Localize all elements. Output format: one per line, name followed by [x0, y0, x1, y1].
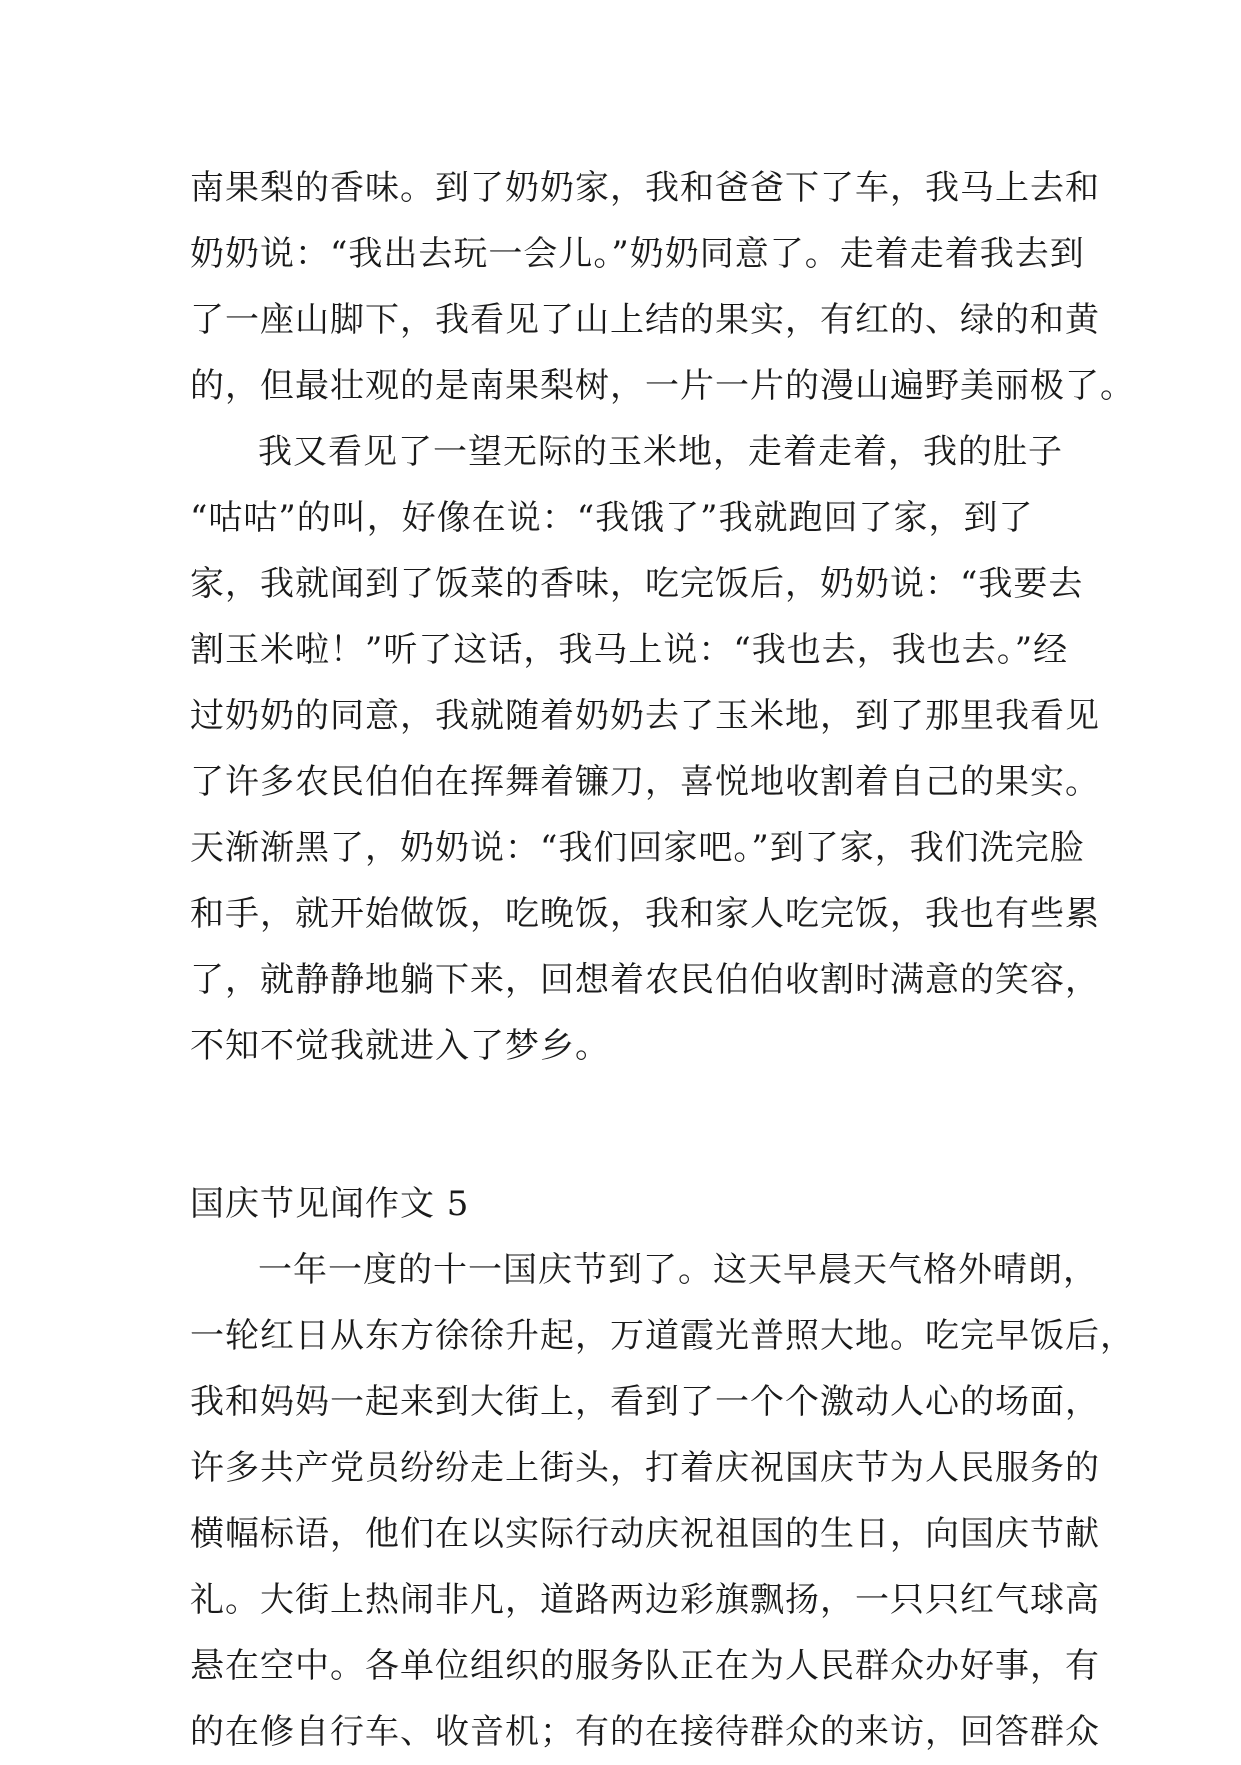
text-line: 悬在空中。各单位组织的服务队正在为人民群众办好事，有 — [190, 1646, 1100, 1686]
section-spacer — [190, 1079, 1050, 1171]
document-body — [190, 155, 1135, 1765]
text-line: 和手，就开始做饭，吃晚饭，我和家人吃完饭，我也有些累 — [190, 894, 1100, 934]
section-heading: 国庆节见闻作文 5 — [190, 1184, 470, 1224]
text-line: 一年一度的十一国庆节到了。这天早晨天气格外晴朗， — [258, 1250, 1098, 1290]
text-line: 的，但最壮观的是南果梨树，一片一片的漫山遍野美丽极了。 — [190, 366, 1135, 406]
paragraph-national-day — [190, 1237, 1135, 1765]
text-line: 天渐渐黑了，奶奶说：“我们回家吧。”到了家，我们洗完脸 — [190, 828, 1085, 868]
text-line: 了，就静静地躺下来，回想着农民伯伯收割时满意的笑容， — [190, 960, 1100, 1000]
text-line: 一轮红日从东方徐徐升起，万道霞光普照大地。吃完早饭后， — [190, 1316, 1135, 1356]
text-line: 礼。大街上热闹非凡，道路两边彩旗飘扬，一只只红气球高 — [190, 1580, 1100, 1620]
text-line: 许多共产党员纷纷走上街头，打着庆祝国庆节为人民服务的 — [190, 1448, 1100, 1488]
paragraph-continued — [190, 155, 1135, 419]
text-line: 家，我就闻到了饭菜的香味，吃完饭后，奶奶说：“我要去 — [190, 564, 1084, 604]
text-line: 我和妈妈一起来到大街上，看到了一个个激动人心的场面， — [190, 1382, 1100, 1422]
text-line: 南果梨的香味。到了奶奶家，我和爸爸下了车，我马上去和 — [190, 168, 1100, 208]
text-line: 了一座山脚下，我看见了山上结的果实，有红的、绿的和黄 — [190, 300, 1100, 340]
text-line: 割玉米啦！”听了这话，我马上说：“我也去，我也去。”经 — [190, 630, 1069, 670]
text-line: 的在修自行车、收音机；有的在接待群众的来访，回答群众 — [190, 1712, 1100, 1752]
text-line: 不知不觉我就进入了梦乡。 — [190, 1026, 610, 1066]
text-line: 横幅标语，他们在以实际行动庆祝祖国的生日，向国庆节献 — [190, 1514, 1100, 1554]
text-line: 奶奶说：“我出去玩一会儿。”奶奶同意了。走着走着我去到 — [190, 234, 1085, 274]
text-line: 我又看见了一望无际的玉米地，走着走着，我的肚子 — [258, 432, 1063, 472]
text-line: 过奶奶的同意，我就随着奶奶去了玉米地，到了那里我看见 — [190, 696, 1100, 736]
paragraph-corn-field — [190, 419, 1100, 1079]
text-line: “咕咕”的叫，好像在说：“我饿了”我就跑回了家，到了 — [190, 498, 1034, 538]
text-line: 了许多农民伯伯在挥舞着镰刀，喜悦地收割着自己的果实。 — [190, 762, 1100, 802]
